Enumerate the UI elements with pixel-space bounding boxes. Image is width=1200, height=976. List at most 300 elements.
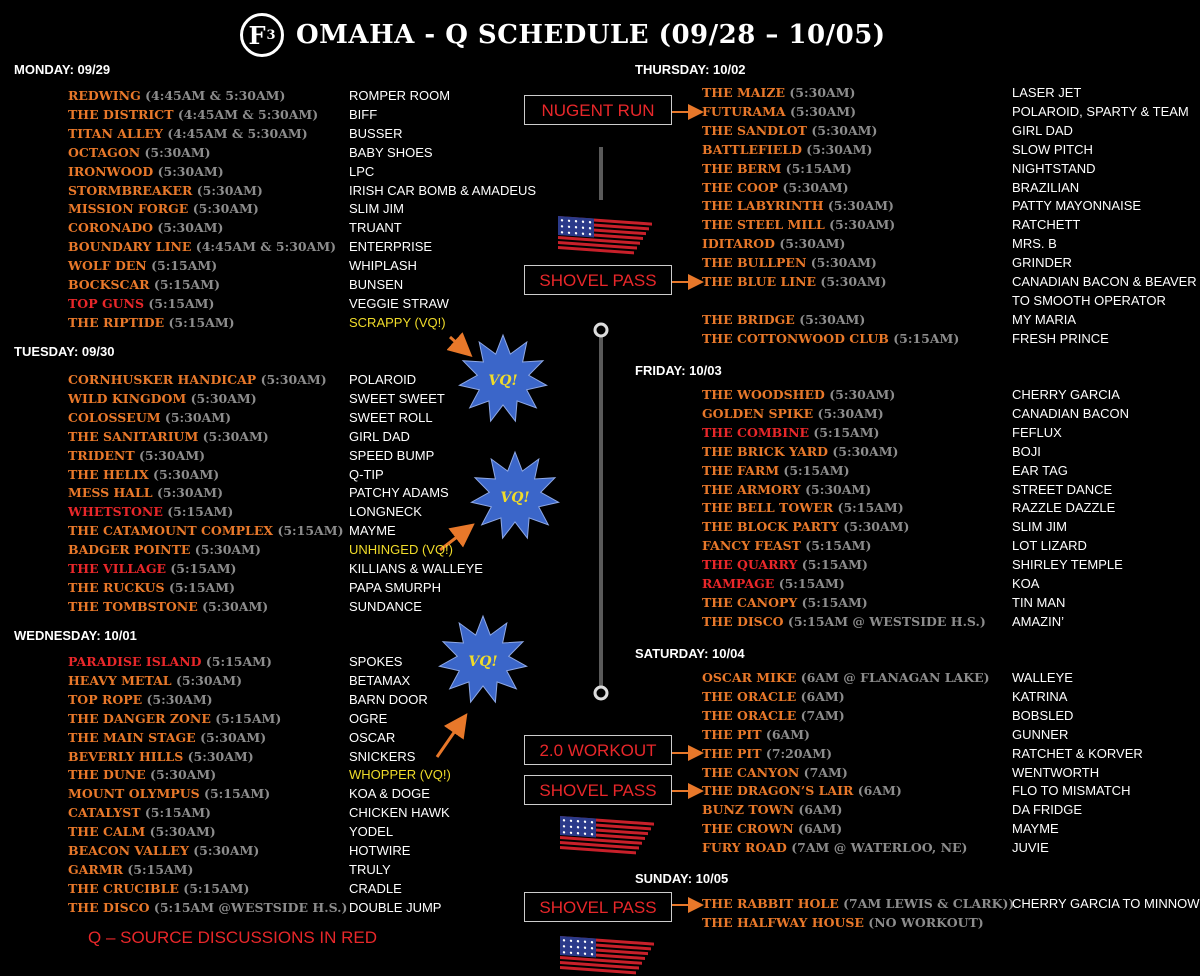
location-entry xyxy=(702,442,898,461)
q-name: WENTWORTH xyxy=(1012,764,1100,780)
location-name: THE CANYON xyxy=(702,764,800,780)
location-name: THE CANOPY xyxy=(702,594,798,610)
day-heading: FRIDAY: 10/03 xyxy=(635,363,722,378)
location-time: (5:30AM) xyxy=(149,824,216,840)
location-time: (5:15AM) xyxy=(277,523,344,539)
q-name: UNHINGED (VQ!) xyxy=(349,542,453,558)
q-name: TRUANT xyxy=(349,220,402,236)
location-time: (7AM @ WATERLOO, NE) xyxy=(791,840,968,856)
q-name: KILLIANS & WALLEYE xyxy=(349,561,483,576)
location-entry xyxy=(702,706,845,725)
location-entry xyxy=(68,143,211,162)
q-name: RATCHETT xyxy=(1012,217,1081,233)
location-entry xyxy=(68,162,224,181)
vq-label: VQ! xyxy=(468,654,498,670)
location-time: (5:30AM) xyxy=(820,274,887,289)
location-entry xyxy=(68,784,270,803)
q-name: MY MARIA xyxy=(1012,311,1077,327)
location-time: (5:30AM) xyxy=(192,201,259,217)
q-name: CHERRY GARCIA TO MINNOW xyxy=(1012,896,1200,911)
location-time: (6AM) xyxy=(857,783,902,799)
q-name: SCRAPPY (VQ!) xyxy=(349,314,446,330)
location-time: (5:30AM) xyxy=(810,255,877,271)
location-time: (5:30AM) xyxy=(150,767,217,783)
location-name: WILD KINGDOM xyxy=(68,390,187,406)
location-name: BEVERLY HILLS xyxy=(68,748,184,764)
location-entry xyxy=(68,294,214,313)
q-name: TO SMOOTH OPERATOR xyxy=(1012,292,1166,308)
location-name: GARMR xyxy=(68,861,123,877)
q-name: RATCHET & KORVER xyxy=(1012,745,1143,761)
vq-label: VQ! xyxy=(500,490,530,506)
location-name: THE DRAGON’S LAIR xyxy=(702,783,854,799)
location-name: THE COOP xyxy=(702,179,779,195)
q-name: SNICKERS xyxy=(349,748,416,764)
q-name: POLAROID, SPARTY & TEAM xyxy=(1012,103,1189,119)
location-name: WOLF DEN xyxy=(68,258,147,274)
location-entry xyxy=(68,728,266,747)
q-name: LASER JET xyxy=(1012,85,1082,100)
location-name: THE CROWN xyxy=(702,821,794,837)
location-entry xyxy=(702,913,984,932)
location-entry xyxy=(702,725,810,744)
location-entry xyxy=(68,841,259,860)
location-name: THE CATAMOUNT COMPLEX xyxy=(68,523,274,539)
location-name: THE BERM xyxy=(702,160,782,176)
location-time: (5:30AM) xyxy=(779,236,846,252)
location-time: (5:15AM) xyxy=(783,462,850,478)
location-time: (5:30AM) xyxy=(164,409,231,425)
q-name: SHIRLEY TEMPLE xyxy=(1012,557,1123,573)
location-name: MISSION FORGE xyxy=(68,201,189,217)
q-name: FEFLUX xyxy=(1012,424,1062,440)
q-name: SLIM JIM xyxy=(349,201,404,217)
location-time: (5:30AM) xyxy=(806,141,873,157)
location-name: FURY ROAD xyxy=(702,840,787,856)
location-time: (5:15AM) xyxy=(215,710,282,726)
callout-box: SHOVEL PASS xyxy=(524,775,672,805)
location-name: MOUNT OLYMPUS xyxy=(68,786,200,802)
location-entry xyxy=(702,121,877,140)
location-entry xyxy=(702,668,990,687)
location-time: (5:15AM) xyxy=(785,160,852,176)
q-name: JUVIE xyxy=(1012,840,1049,856)
timeline-dot xyxy=(595,687,607,699)
location-time: (4:45AM & 5:30AM) xyxy=(177,106,319,122)
location-entry xyxy=(68,898,347,917)
q-name: LONGNECK xyxy=(349,504,422,520)
location-name: THE DANGER ZONE xyxy=(68,710,211,726)
q-name: EAR TAG xyxy=(1012,462,1068,478)
location-time: (5:15AM) xyxy=(778,576,845,591)
location-entry xyxy=(702,196,894,215)
location-name: IDITAROD xyxy=(702,236,775,252)
q-name: KOA & DOGE xyxy=(349,786,430,802)
location-time: (5:30AM) xyxy=(789,85,856,100)
location-name: THE BLUE LINE xyxy=(702,274,817,289)
location-entry xyxy=(68,124,308,143)
q-name: ENTERPRISE xyxy=(349,239,433,255)
q-name: IRISH CAR BOMB & AMADEUS xyxy=(349,182,537,198)
location-entry xyxy=(68,105,318,124)
location-name: BADGER POINTE xyxy=(68,542,191,558)
location-entry xyxy=(68,389,257,408)
location-time: (5:30AM) xyxy=(202,598,269,614)
vq-arrow xyxy=(450,337,468,353)
location-entry xyxy=(702,83,855,102)
q-name: GRINDER xyxy=(1012,255,1072,271)
location-entry xyxy=(702,838,967,857)
location-time: (5:30AM) xyxy=(832,443,899,459)
location-name: IRONWOOD xyxy=(68,163,154,179)
location-entry xyxy=(702,593,868,612)
location-entry xyxy=(702,763,848,782)
location-entry xyxy=(68,181,263,200)
location-name: THE BRICK YARD xyxy=(702,443,829,459)
q-name: WHIPLASH xyxy=(349,258,417,274)
page-title: OMAHA - Q SCHEDULE (09/28 – 10/05) xyxy=(296,20,886,50)
location-entry xyxy=(68,313,235,332)
location-name: STORMBREAKER xyxy=(68,182,193,198)
q-name: BUNSEN xyxy=(349,277,404,292)
location-time: (5:15AM @ WESTSIDE H.S.) xyxy=(787,613,986,629)
q-name: POLAROID xyxy=(349,372,417,387)
location-entry xyxy=(702,536,871,555)
logo-text: F xyxy=(248,20,266,50)
q-name: WALLEYE xyxy=(1012,670,1073,685)
location-name: THE BELL TOWER xyxy=(702,500,834,516)
us-flag-icon xyxy=(560,816,654,856)
location-entry xyxy=(68,86,285,105)
location-entry xyxy=(68,408,231,427)
location-time: (6AM) xyxy=(798,821,843,837)
location-name: THE MAIZE xyxy=(702,85,786,100)
location-name: FUTURAMA xyxy=(702,103,786,119)
location-name: CATALYST xyxy=(68,805,141,821)
location-time: (5:30AM) xyxy=(175,672,243,688)
day-heading: MONDAY: 09/29 xyxy=(14,62,111,77)
location-name: THE FARM xyxy=(702,462,780,478)
location-entry xyxy=(68,559,236,578)
location-entry xyxy=(702,612,986,631)
q-name: MAYME xyxy=(1012,821,1059,837)
q-name: GIRL DAD xyxy=(349,428,410,444)
q-name: PATCHY ADAMS xyxy=(349,485,449,501)
day-heading: SATURDAY: 10/04 xyxy=(635,646,745,661)
location-entry xyxy=(68,540,261,559)
day-heading: WEDNESDAY: 10/01 xyxy=(14,628,137,643)
location-time: (5:15AM) xyxy=(151,258,218,274)
location-time: (5:30AM) xyxy=(789,103,857,119)
q-name: KOA xyxy=(1012,576,1040,591)
day-heading: SUNDAY: 10/05 xyxy=(635,871,729,886)
location-name: MESS HALL xyxy=(68,485,153,501)
location-entry xyxy=(68,578,235,597)
location-time: (5:30AM) xyxy=(782,179,849,195)
q-name: MRS. B xyxy=(1012,236,1057,252)
location-time: (5:15AM) xyxy=(801,594,868,610)
location-time: (5:15AM) xyxy=(167,504,234,520)
location-time: (5:15AM) xyxy=(801,557,868,573)
location-name: THE BRIDGE xyxy=(702,311,795,327)
location-entry xyxy=(68,465,219,484)
q-name: ROMPER ROOM xyxy=(349,88,451,103)
location-time: (7AM) xyxy=(800,707,845,723)
location-entry xyxy=(68,237,336,256)
location-entry xyxy=(68,747,254,766)
location-time: (4:45AM & 5:30AM) xyxy=(167,125,308,141)
location-time: (4:45AM & 5:30AM) xyxy=(195,239,337,255)
location-name: COLOSSEUM xyxy=(68,409,161,425)
q-name: DOUBLE JUMP xyxy=(349,899,442,915)
location-entry xyxy=(702,781,902,800)
location-time: (5:30AM) xyxy=(156,485,224,501)
location-entry xyxy=(68,860,193,879)
location-entry xyxy=(702,329,959,348)
location-name: THE RABBIT HOLE xyxy=(702,896,839,911)
location-time: (5:30AM) xyxy=(190,390,257,406)
location-entry xyxy=(702,140,872,159)
location-entry xyxy=(702,574,845,593)
q-name: BOBSLED xyxy=(1012,707,1074,723)
q-name: KATRINA xyxy=(1012,688,1068,704)
location-name: THE COTTONWOOD CLUB xyxy=(702,330,889,346)
location-time: (5:30AM) xyxy=(187,748,254,764)
location-entry xyxy=(702,215,895,234)
location-name: THE VILLAGE xyxy=(68,561,167,576)
logo-superscript: 3 xyxy=(266,27,276,43)
q-name: CHICKEN HAWK xyxy=(349,805,450,821)
location-entry xyxy=(68,370,327,389)
q-name: CANADIAN BACON xyxy=(1012,405,1130,421)
location-time: (5:15AM) xyxy=(805,538,872,554)
location-time: (5:15AM) xyxy=(205,654,272,669)
location-name: THE DISCO xyxy=(68,899,150,915)
location-time: (5:30AM) xyxy=(799,311,866,327)
location-time: (5:30AM) xyxy=(139,447,206,463)
location-entry xyxy=(702,310,865,329)
location-entry xyxy=(702,687,845,706)
q-name: TIN MAN xyxy=(1012,594,1066,610)
location-name: THE BULLPEN xyxy=(702,255,807,271)
q-name: SWEET SWEET xyxy=(349,390,445,406)
us-flag-icon xyxy=(560,936,654,976)
location-entry xyxy=(702,234,845,253)
location-time: (5:30AM) xyxy=(157,163,224,179)
location-entry xyxy=(68,822,216,841)
location-time: (5:30AM) xyxy=(200,729,267,745)
location-entry xyxy=(68,597,268,616)
location-entry xyxy=(68,803,211,822)
us-flag-icon xyxy=(558,216,652,256)
location-time: (5:15AM) xyxy=(813,424,880,440)
q-name: BIFF xyxy=(349,106,378,122)
location-entry xyxy=(68,652,272,671)
location-name: HEAVY METAL xyxy=(68,672,172,688)
location-name: THE WOODSHED xyxy=(702,387,825,402)
location-time: (5:30AM) xyxy=(260,372,327,387)
q-name: FLO TO MISMATCH xyxy=(1012,783,1131,799)
location-name: CORONADO xyxy=(68,220,153,236)
location-name: TITAN ALLEY xyxy=(68,125,163,141)
q-name: Q-TIP xyxy=(349,466,384,482)
location-time: (5:30AM) xyxy=(817,405,884,421)
q-name: HOTWIRE xyxy=(349,843,411,858)
location-entry xyxy=(68,256,217,275)
location-entry xyxy=(702,480,871,499)
location-time: (6AM) xyxy=(800,688,845,704)
q-name: TRULY xyxy=(349,861,391,877)
location-time: (5:15AM) xyxy=(153,277,220,292)
location-time: (7:20AM) xyxy=(765,745,832,761)
location-entry xyxy=(702,517,909,536)
location-time: (5:15AM) xyxy=(183,880,250,896)
location-name: THE DISTRICT xyxy=(68,106,174,122)
location-entry xyxy=(702,461,850,480)
location-entry xyxy=(702,385,895,404)
location-name: THE HELIX xyxy=(68,466,149,482)
q-name: LPC xyxy=(349,163,375,179)
location-name: THE DUNE xyxy=(68,767,146,783)
day-heading: TUESDAY: 09/30 xyxy=(14,344,115,359)
location-name: THE ARMORY xyxy=(702,481,801,497)
location-time: (5:30AM) xyxy=(811,122,878,138)
location-entry xyxy=(702,744,832,763)
location-entry xyxy=(68,502,233,521)
location-entry xyxy=(702,159,852,178)
location-name: THE BLOCK PARTY xyxy=(702,519,839,535)
q-name: CHERRY GARCIA xyxy=(1012,387,1120,402)
location-entry xyxy=(68,765,216,784)
callout-box: SHOVEL PASS xyxy=(524,892,672,922)
location-entry xyxy=(702,102,856,121)
q-name: SPOKES xyxy=(349,654,403,669)
q-name: SLOW PITCH xyxy=(1012,141,1093,157)
location-time: (5:30AM) xyxy=(153,466,220,482)
q-name: OGRE xyxy=(349,710,388,726)
q-name: BETAMAX xyxy=(349,672,411,688)
location-name: FANCY FEAST xyxy=(702,538,801,554)
q-name: OSCAR xyxy=(349,729,396,745)
location-time: (5:15AM) xyxy=(170,561,237,576)
location-time: (5:30AM) xyxy=(144,144,211,160)
q-name: BUSSER xyxy=(349,125,403,141)
location-entry xyxy=(68,483,223,502)
callout-box: NUGENT RUN xyxy=(524,95,672,125)
location-name: BUNZ TOWN xyxy=(702,802,795,818)
location-time: (7AM) xyxy=(803,764,848,780)
location-time: (5:30AM) xyxy=(805,481,872,497)
q-name: SWEET ROLL xyxy=(349,409,433,425)
location-time: (5:30AM) xyxy=(829,387,896,402)
location-time: (5:30AM) xyxy=(843,519,910,535)
location-entry xyxy=(68,521,344,540)
q-name: PAPA SMURPH xyxy=(349,579,441,595)
location-name: TOP GUNS xyxy=(68,295,144,311)
location-entry xyxy=(702,253,877,272)
location-time: (6AM) xyxy=(798,802,843,818)
location-entry xyxy=(68,690,213,709)
location-name: REDWING xyxy=(68,88,141,103)
location-time: (5:30AM) xyxy=(146,691,213,707)
location-time: (6AM) xyxy=(765,726,810,742)
location-time: (5:30AM) xyxy=(196,182,263,198)
location-entry xyxy=(68,879,249,898)
location-name: THE ORACLE xyxy=(702,688,797,704)
location-name: THE TOMBSTONE xyxy=(68,598,198,614)
location-name: THE COMBINE xyxy=(702,424,810,440)
q-name: GIRL DAD xyxy=(1012,122,1073,138)
q-name: CANADIAN BACON & BEAVER xyxy=(1012,274,1197,289)
location-time: (5:15AM) xyxy=(837,500,904,516)
q-name: VEGGIE STRAW xyxy=(349,295,449,311)
location-name: THE SANDLOT xyxy=(702,122,807,138)
location-time: (4:45AM & 5:30AM) xyxy=(145,88,286,103)
location-time: (5:30AM) xyxy=(827,198,894,214)
q-name: STREET DANCE xyxy=(1012,481,1113,497)
location-time: (6AM @ FLANAGAN LAKE) xyxy=(800,670,990,685)
q-name: RAZZLE DAZZLE xyxy=(1012,500,1116,516)
q-name: LOT LIZARD xyxy=(1012,538,1087,554)
location-name: OSCAR MIKE xyxy=(702,670,797,685)
location-name: BOUNDARY LINE xyxy=(68,239,192,255)
q-name: PATTY MAYONNAISE xyxy=(1012,198,1142,214)
location-name: THE MAIN STAGE xyxy=(68,729,196,745)
location-time: (5:15AM) xyxy=(204,786,271,802)
location-entry xyxy=(702,555,868,574)
location-name: THE CRUCIBLE xyxy=(68,880,179,896)
location-entry xyxy=(68,275,220,294)
location-entry xyxy=(68,427,269,446)
location-name: TRIDENT xyxy=(68,447,135,463)
location-time: (5:30AM) xyxy=(157,220,224,236)
location-name: THE QUARRY xyxy=(702,557,798,573)
location-name: WHETSTONE xyxy=(68,504,163,520)
location-name: BATTLEFIELD xyxy=(702,141,802,157)
q-name: FRESH PRINCE xyxy=(1012,330,1109,346)
location-entry xyxy=(68,709,281,728)
location-time: (5:30AM) xyxy=(194,542,261,558)
location-time: (5:15AM @WESTSIDE H.S.) xyxy=(153,899,348,915)
vq-arrow xyxy=(437,718,464,757)
location-name: CORNHUSKER HANDICAP xyxy=(68,372,257,387)
location-name: OCTAGON xyxy=(68,144,141,160)
location-name: THE RUCKUS xyxy=(68,579,165,595)
day-heading: THURSDAY: 10/02 xyxy=(635,62,746,77)
q-name: SPEED BUMP xyxy=(349,447,435,463)
location-name: THE STEEL MILL xyxy=(702,217,825,233)
location-entry xyxy=(68,671,242,690)
location-name: RAMPAGE xyxy=(702,576,775,591)
q-name: DA FRIDGE xyxy=(1012,802,1083,818)
location-time: (7AM LEWIS & CLARK)) xyxy=(843,896,1015,911)
location-entry xyxy=(702,819,842,838)
location-name: BOCKSCAR xyxy=(68,277,150,292)
callout-box: 2.0 WORKOUT xyxy=(524,735,672,765)
location-time: (5:15AM) xyxy=(144,805,211,821)
q-name: BARN DOOR xyxy=(349,691,428,707)
location-name: THE RIPTIDE xyxy=(68,314,165,330)
location-name: BEACON VALLEY xyxy=(68,843,189,858)
q-name: BABY SHOES xyxy=(349,144,433,160)
location-time: (5:30AM) xyxy=(829,217,896,233)
location-entry xyxy=(702,404,884,423)
q-name: SLIM JIM xyxy=(1012,519,1067,535)
q-name: CRADLE xyxy=(349,880,402,896)
location-entry xyxy=(702,894,1014,913)
location-entry xyxy=(702,178,849,197)
location-time: (5:15AM) xyxy=(893,330,960,346)
